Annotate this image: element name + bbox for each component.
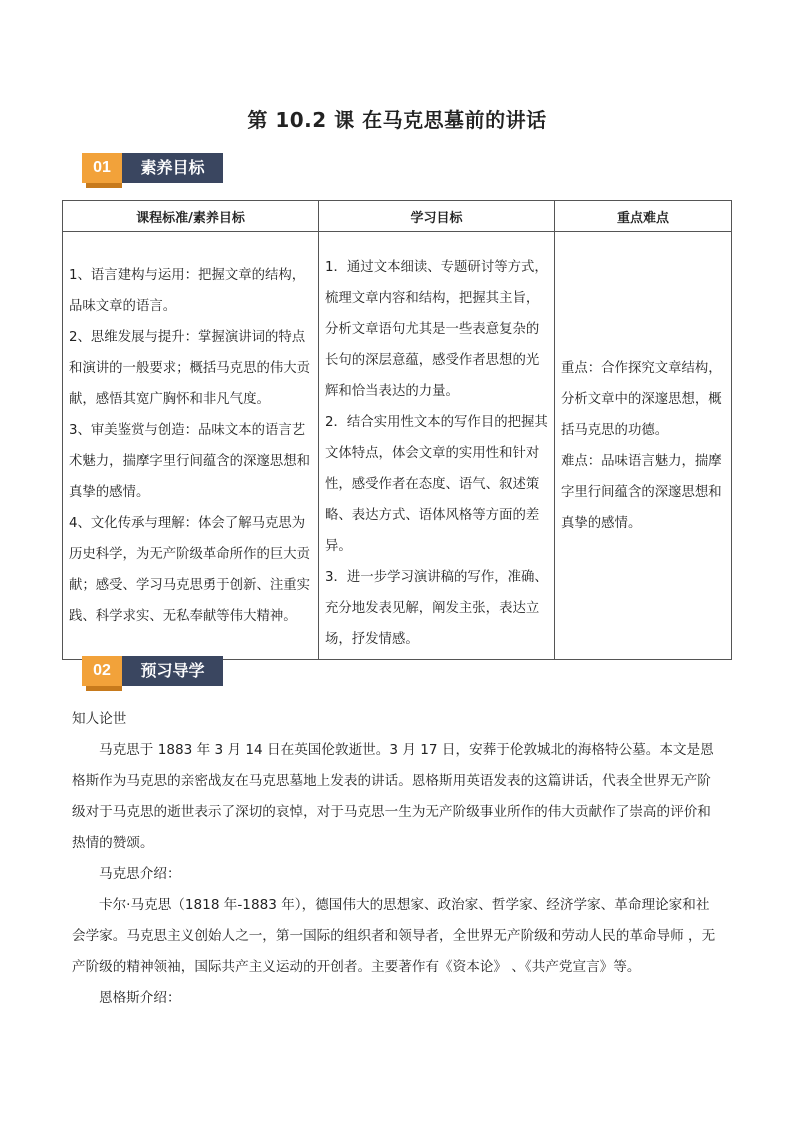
table-header-row: [63, 201, 732, 232]
standard-item: 1、语言建构与运用：把握文章的结构，品味文章的语言。: [69, 267, 306, 314]
preview-content: [72, 704, 722, 1014]
subheading: 知人论世: [72, 711, 127, 727]
standard-item: 4、文化传承与理解：体会了解马克思为历史科学，为无产阶级革命所作的巨大贡献；感受、学习马克思勇于创新、注重实践、科学求实、无私奉献等伟大精神。: [69, 515, 311, 624]
section-number: 02: [82, 656, 122, 686]
paragraph: 马克思于 1883 年 3 月 14 日在英国伦敦逝世。3 月 17 日，安葬于伦敦城北的海格特公墓。本文是恩格斯作为马克思的亲密战友在马克思墓地上发表的讲话。恩格斯用英语发表的这篇讲话，代表全世界无产阶级对于马克思的逝世表示了深切的哀悼，对于马克思一生为无产阶级事业所作的伟大贡献作了崇高的评价和热情的赞颂。: [72, 742, 714, 851]
section-number: 01: [82, 153, 122, 183]
objective-item: 2．结合实用性文本的写作目的把握其文体特点，体会文章的实用性和针对性，感受作者在态度、语气、叙述策略、表达方式、语体风格等方面的差异。: [325, 415, 548, 554]
table-cell-key-points: [555, 232, 732, 660]
section-decoration: [86, 183, 122, 188]
table-header: 重点难点: [555, 201, 732, 232]
paragraph: 卡尔·马克思（1818 年-1883 年），德国伟大的思想家、政治家、哲学家、经济学家、革命理论家和社会学家。马克思主义创始人之一，第一国际的组织者和领导者，全世界无产阶级和劳动人民的革命导师 ，无产阶级的精神领袖，国际共产主义运动的开创者。主要著作有《资本论》 、《共产党宣言》等。: [72, 897, 716, 975]
table-cell-objectives: [319, 232, 555, 660]
objective-item: 1．通过文本细读、专题研讨等方式，梳理文章内容和结构，把握其主旨，分析文章语句尤其是一些表意复杂的长句的深层意蕴，感受作者思想的光辉和恰当表达的力量。: [325, 260, 548, 399]
section-label: 预习导学: [122, 656, 223, 686]
section-decoration: [86, 686, 122, 691]
standard-item: 3、审美鉴赏与创造：品味文本的语言艺术魅力，揣摩字里行间蕴含的深邃思想和真挚的感情。: [69, 422, 311, 500]
table-cell-standards: [63, 232, 319, 660]
table-header: 课程标准/素养目标: [63, 201, 319, 232]
section-label: 素养目标: [122, 153, 223, 183]
standard-item: 2、思维发展与提升：掌握演讲词的特点和演讲的一般要求；概括马克思的伟大贡献，感悟其宽广胸怀和非凡气度。: [69, 329, 311, 407]
subheading: 恩格斯介绍：: [99, 990, 181, 1006]
subheading: 马克思介绍：: [99, 866, 181, 882]
section-header-goals: [82, 153, 224, 187]
table-header: 学习目标: [319, 201, 555, 232]
key-point-item: 难点：品味语言魅力，揣摩字里行间蕴含的深邃思想和真挚的感情。: [561, 453, 722, 531]
goals-table: [62, 200, 732, 660]
key-point-item: 重点：合作探究文章结构，分析文章中的深邃思想，概括马克思的功德。: [561, 360, 722, 438]
objective-item: 3．进一步学习演讲稿的写作，准确、充分地发表见解，阐发主张，表达立场，抒发情感。: [325, 570, 548, 647]
table-row: [63, 232, 732, 660]
page-title: 第 10.2 课 在马克思墓前的讲话: [247, 108, 547, 132]
section-header-preview: [82, 656, 224, 690]
